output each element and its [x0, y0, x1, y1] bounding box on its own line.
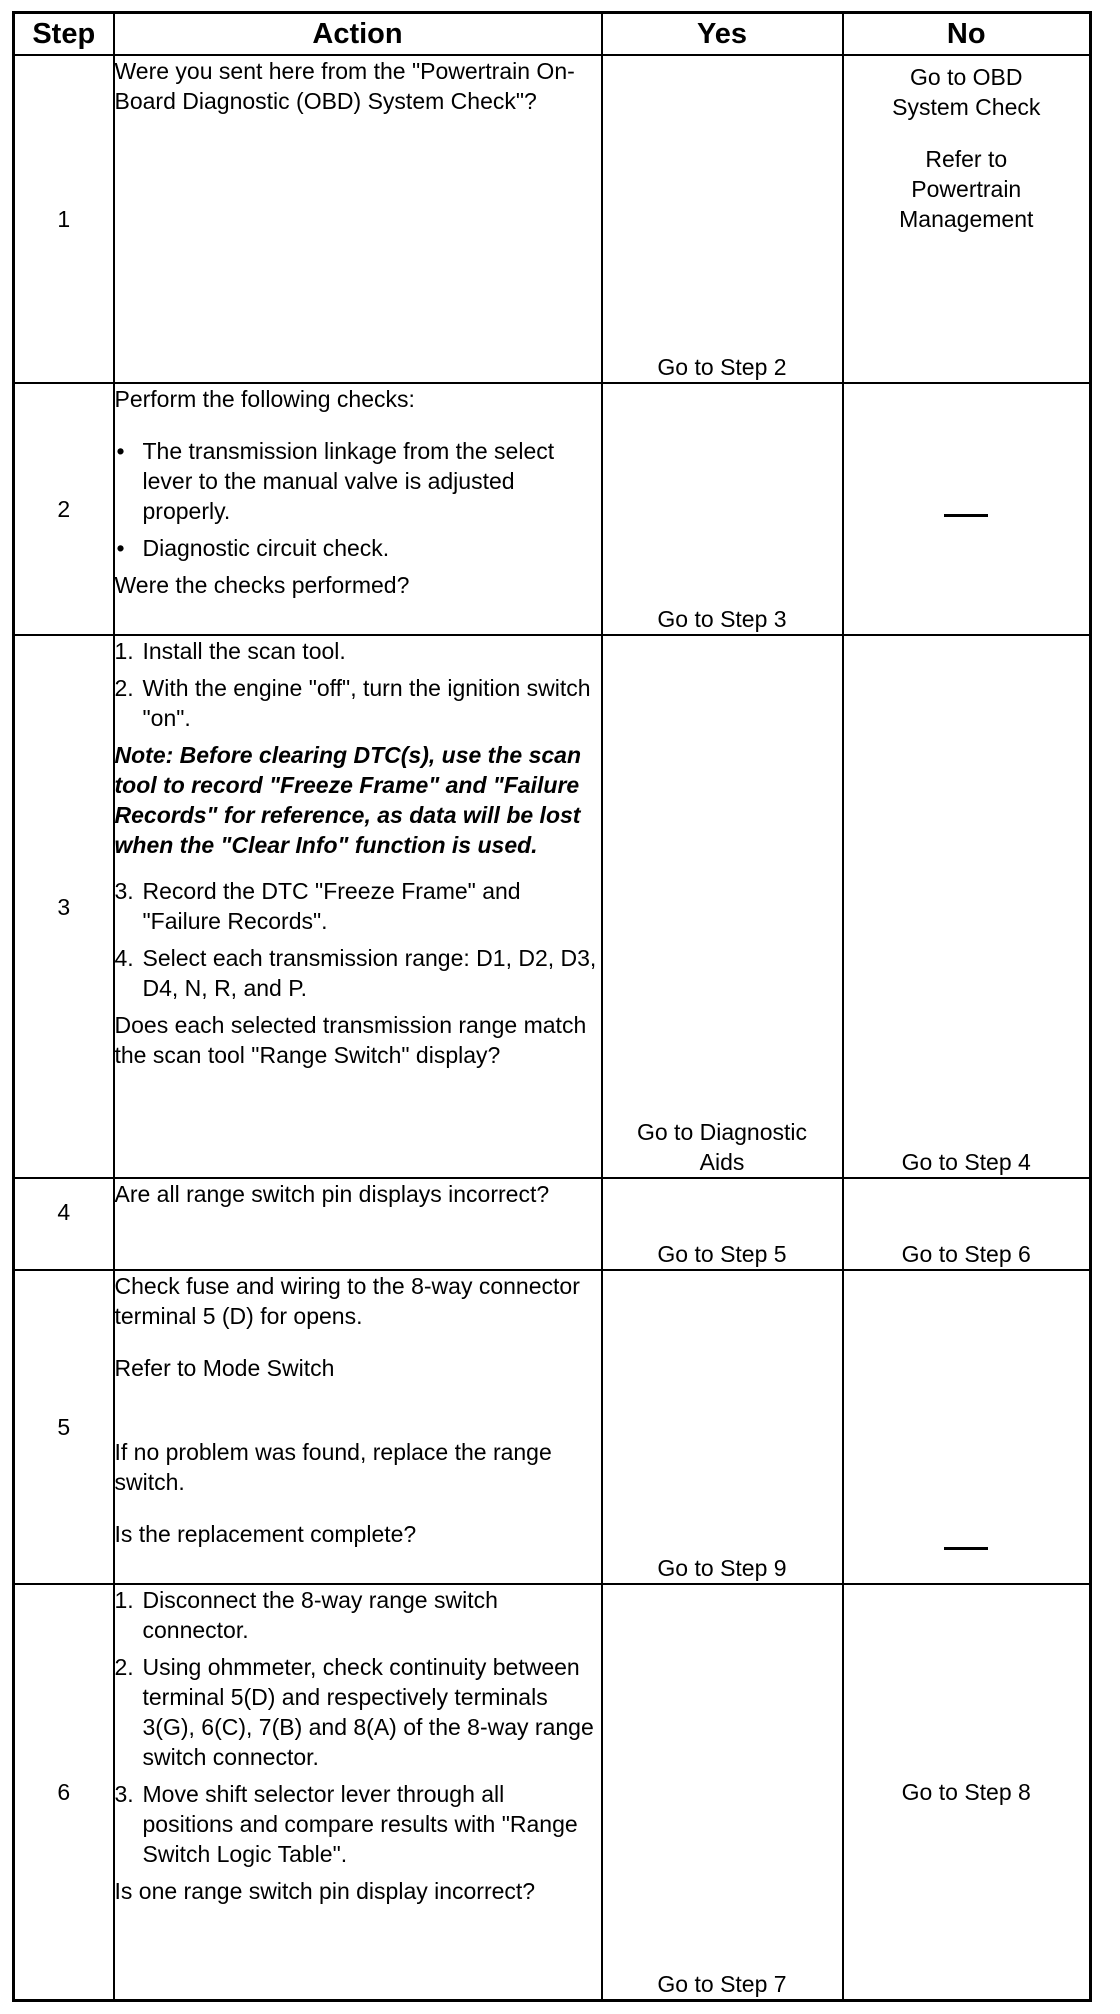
action-step-text: Using ohmmeter, check continuity between terminal 5(D) and respectively terminals 3(G), 6(C), 7(B) and 8(A) of the 8-way range switch connector.	[142, 1654, 594, 1770]
action-bullet-text: The transmission linkage from the select lever to the manual valve is adjusted properly.	[142, 438, 555, 524]
action-intro: Perform the following checks:	[114, 386, 415, 412]
no-result-line: Go to OBD System Check	[892, 64, 1041, 120]
step-row-5	[14, 1270, 1091, 1584]
action-reference: Refer to Mode Switch	[114, 1355, 335, 1381]
yes-result: Go to Step 7	[602, 1584, 843, 2001]
header-yes: Yes	[602, 13, 843, 56]
no-result	[843, 1270, 1091, 1584]
step-number: 1	[14, 55, 114, 383]
action-text: Check fuse and wiring to the 8-way connector terminal 5 (D) for opens.	[114, 1273, 580, 1329]
yes-result: Go to Step 3	[602, 383, 843, 635]
yes-result: Go to Step 5	[602, 1178, 843, 1270]
no-result-reference: Refer to Powertrain Management	[899, 146, 1034, 232]
step-row-6	[14, 1584, 1091, 2001]
action-bullet: • Diagnostic circuit check.	[116, 535, 390, 561]
step-number: 6	[14, 1584, 114, 2001]
action-step-item: 3. Move shift selector lever through all positions and compare results with "Range Switch Logic Table".	[114, 1781, 578, 1867]
action-question: Is the replacement complete?	[114, 1521, 417, 1547]
header-action: Action	[114, 13, 602, 56]
no-result: Go to Step 4	[843, 635, 1091, 1178]
action-step-text: Move shift selector lever through all positions and compare results with "Range Switch Logic Table".	[142, 1781, 578, 1867]
step-row-4	[14, 1178, 1091, 1270]
action-step-text: Install the scan tool.	[142, 638, 346, 664]
no-result-dash	[944, 1547, 988, 1550]
action-step-item: 1. Install the scan tool.	[114, 638, 346, 664]
step-row-3	[14, 635, 1091, 1178]
action-note: Note: Before clearing DTC(s), use the scan tool to record "Freeze Frame" and "Failure Records" for reference, as data will be lost when the "Clear Info" function is used.	[114, 742, 581, 858]
header-step: Step	[14, 13, 114, 56]
action-step-text: Select each transmission range: D1, D2, D3, D4, N, R, and P.	[142, 945, 597, 1001]
action-step-item: 2. Using ohmmeter, check continuity between terminal 5(D) and respectively terminals 3(G), 6(C), 7(B) and 8(A) of the 8-way range switch connector.	[114, 1654, 594, 1770]
action-bullet-text: Diagnostic circuit check.	[142, 535, 390, 561]
action-question: Does each selected transmission range match the scan tool "Range Switch" display?	[114, 1012, 587, 1068]
step-action	[114, 383, 602, 635]
no-result-dash	[944, 514, 988, 517]
yes-result: Go to Step 9	[602, 1270, 843, 1584]
step-number: 3	[14, 635, 114, 1178]
step-action	[114, 1270, 602, 1584]
step-action	[114, 1584, 602, 2001]
step-number: 5	[14, 1270, 114, 1584]
action-step-item: 3. Record the DTC "Freeze Frame" and "Failure Records".	[114, 878, 521, 934]
no-result	[843, 55, 1091, 383]
step-row-2	[14, 383, 1091, 635]
action-step-item: 1. Disconnect the 8-way range switch connector.	[114, 1587, 498, 1643]
header-no: No	[843, 13, 1091, 56]
action-question: Is one range switch pin display incorrect?	[114, 1878, 536, 1904]
action-step-text: Record the DTC "Freeze Frame" and "Failure Records".	[142, 878, 521, 934]
no-result: Go to Step 6	[843, 1178, 1091, 1270]
action-step-text: With the engine "off", turn the ignition switch "on".	[142, 675, 591, 731]
action-bullet: • The transmission linkage from the select lever to the manual valve is adjusted properly.	[116, 438, 555, 524]
action-text: If no problem was found, replace the range switch.	[114, 1439, 552, 1495]
diagnostic-table	[12, 11, 1092, 2002]
action-step-text: Disconnect the 8-way range switch connector.	[142, 1587, 498, 1643]
action-question: Were the checks performed?	[114, 572, 410, 598]
step-row-1	[14, 55, 1091, 383]
no-result	[843, 383, 1091, 635]
step-action	[114, 635, 602, 1178]
step-action	[114, 1178, 602, 1270]
yes-result: Go to Step 2	[602, 55, 843, 383]
step-action	[114, 55, 602, 383]
step-number: 2	[14, 383, 114, 635]
yes-result: Go to Diagnostic Aids	[602, 635, 843, 1178]
action-step-item: 2. With the engine "off", turn the ignition switch "on".	[114, 675, 591, 731]
step-number: 4	[14, 1178, 114, 1270]
action-text: Are all range switch pin displays incorrect?	[114, 1181, 550, 1207]
header-row	[14, 13, 1091, 56]
no-result: Go to Step 8	[843, 1584, 1091, 2001]
action-text: Were you sent here from the "Powertrain On-Board Diagnostic (OBD) System Check"?	[114, 58, 575, 114]
action-step-item: 4. Select each transmission range: D1, D2, D3, D4, N, R, and P.	[114, 945, 597, 1001]
